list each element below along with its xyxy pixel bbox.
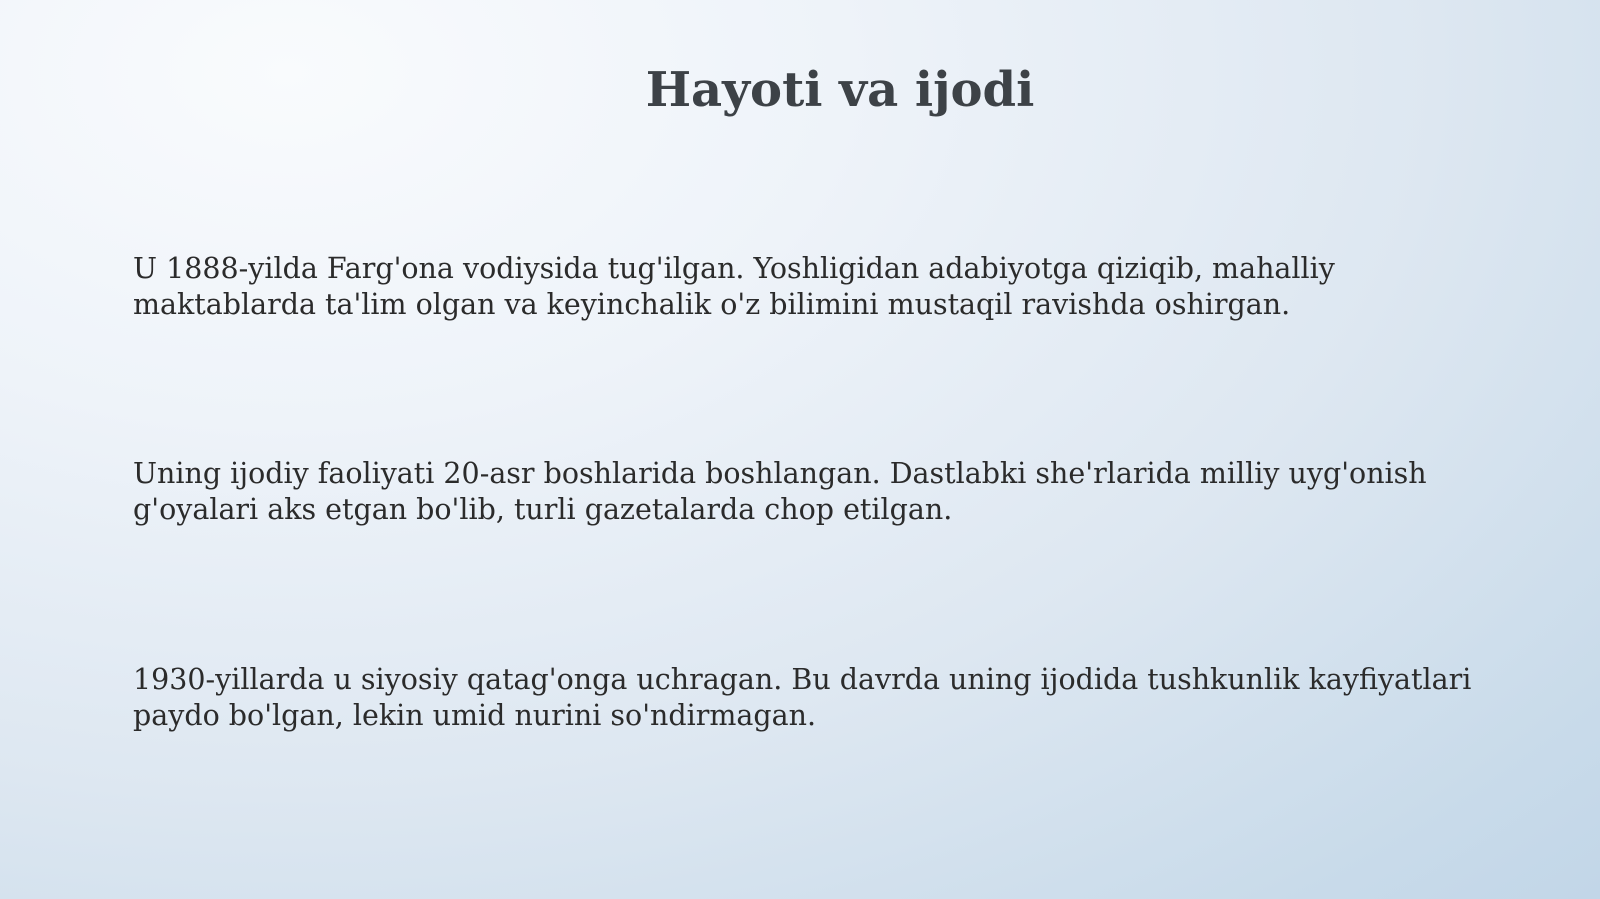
slide-title: Hayoti va ijodi <box>645 62 1035 118</box>
paragraph-creative-activity: Uning ijodiy faoliyati 20-asr boshlarida boshlangan. Dastlabki she'rlarida milliy uyg'onish g'oyalari aks etgan bo'lib, turli gazetalarda chop etilgan. <box>133 457 1427 526</box>
paragraph-birth: U 1888-yilda Farg'ona vodiysida tug'ilgan. Yoshligidan adabiyotga qiziqib, mahalliy maktablarda ta'lim olgan va keyinchalik o'z bilimini mustaqil ravishda oshirgan. <box>133 252 1335 321</box>
paragraph-repression: 1930-yillarda u siyosiy qatag'onga uchragan. Bu davrda uning ijodida tushkunlik kayfiyatlari paydo bo'lgan, lekin umid nurini so'ndirmagan. <box>133 663 1472 732</box>
